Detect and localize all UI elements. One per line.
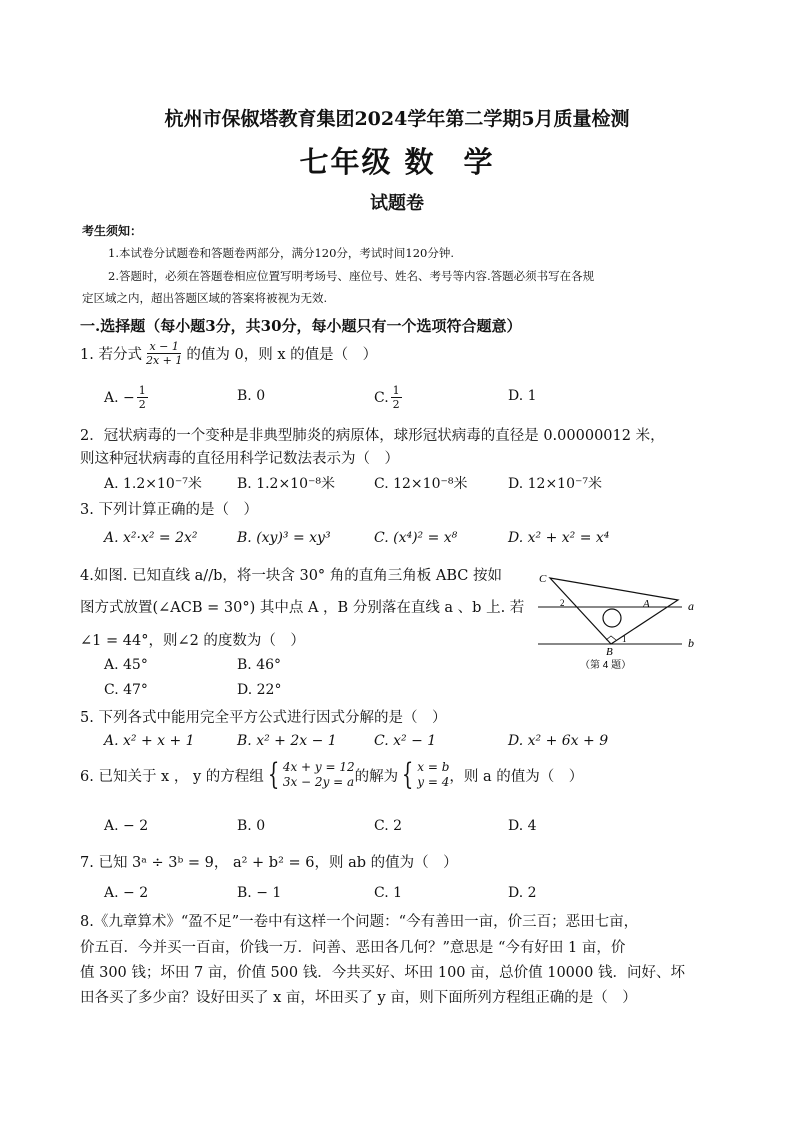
q3-line: 3. 下列计算正确的是（ ） bbox=[80, 502, 258, 518]
q3-option-d[interactable]: D. x² + x² = x⁴ bbox=[508, 530, 610, 546]
q6-option-d[interactable]: D. 4 bbox=[508, 818, 537, 834]
label-line-b: b bbox=[688, 636, 694, 650]
grade-subject-part2: 学 bbox=[463, 145, 495, 179]
q3-option-b[interactable]: B. (xy)³ = xy³ bbox=[237, 530, 331, 546]
q1-option-c-label: C. bbox=[374, 389, 389, 406]
q6-text-post: ，则 a 的值为（ ） bbox=[449, 768, 584, 785]
q1-option-c[interactable] bbox=[374, 384, 404, 411]
q4-option-d[interactable]: D. 22° bbox=[237, 682, 282, 698]
q6-eq-1: 4x + y = 12 bbox=[282, 760, 355, 774]
q1-option-c-frac bbox=[391, 384, 402, 411]
question-1 bbox=[80, 340, 377, 367]
notice-line-1: 1.本试卷分试题卷和答题卷两部分，满分120分，考试时间120分钟. bbox=[108, 246, 455, 260]
q2-option-d[interactable]: D. 12×10⁻⁷米 bbox=[508, 476, 602, 492]
q1-a-num: 1 bbox=[138, 384, 146, 397]
q3-option-a[interactable]: A. x²·x² = 2x² bbox=[104, 530, 198, 546]
q1-fraction bbox=[144, 340, 184, 367]
q8-line-2: 价五百．今并买一百亩，价钱一万．问善、恶田各几何？”意思是 “今有好田 1 亩，价 bbox=[80, 940, 626, 956]
triangle-abc bbox=[550, 578, 678, 644]
triangle-hole bbox=[603, 609, 621, 627]
q3-option-c[interactable]: C. (x⁴)² = x⁸ bbox=[374, 530, 458, 546]
q1-option-a-label: A. − bbox=[104, 389, 135, 406]
q7-option-c[interactable]: C. 1 bbox=[374, 885, 403, 901]
q4-line-3: ∠1 = 44°，则∠2 的度数为（ ） bbox=[80, 633, 305, 649]
notice-line-2: 2.答题时，必须在答题卷相应位置写明考场号、座位号、姓名、考号等内容.答题必须书写在各规 bbox=[108, 269, 595, 283]
q1-option-b[interactable]: B. 0 bbox=[237, 388, 266, 404]
q1-text-post: 的值为 0，则 x 的值是（ ） bbox=[186, 347, 378, 363]
q5-option-b[interactable]: B. x² + 2x − 1 bbox=[237, 733, 337, 749]
q8-line-3: 值 300 钱；坏田 7 亩，价值 500 钱．今共买好、坏田 100 亩，总价值 10000 钱．问好、坏 bbox=[80, 965, 685, 981]
label-b-point: B bbox=[606, 646, 613, 658]
q4-option-b[interactable]: B. 46° bbox=[237, 657, 282, 673]
q6-text-pre: 6. 已知关于 x ， y 的方程组 bbox=[80, 768, 264, 785]
q2-option-c[interactable]: C. 12×10⁻⁸米 bbox=[374, 476, 468, 492]
label-angle-1: 1 bbox=[622, 634, 627, 644]
q1-a-den: 2 bbox=[138, 398, 146, 411]
q1-c-den: 2 bbox=[392, 398, 400, 411]
label-angle-2: 2 bbox=[560, 598, 565, 608]
q1-text-pre: 1. 若分式 bbox=[80, 347, 142, 363]
left-brace-icon: { bbox=[401, 757, 414, 792]
q6-sol-2: y = 4 bbox=[417, 775, 450, 789]
label-a-point: A bbox=[643, 598, 650, 610]
q6-option-c[interactable]: C. 2 bbox=[374, 818, 403, 834]
label-line-a: a bbox=[688, 599, 694, 613]
grade-subject bbox=[0, 140, 794, 181]
q6-system-1 bbox=[264, 757, 355, 792]
q5-option-d[interactable]: D. x² + 6x + 9 bbox=[508, 733, 609, 749]
q8-line-1: 8.《九章算术》“盈不足”一卷中有这样一个问题：“今有善田一亩，价三百；恶田七亩， bbox=[80, 914, 639, 930]
left-brace-icon: { bbox=[267, 757, 280, 792]
q1-c-num: 1 bbox=[392, 384, 400, 397]
question-6 bbox=[80, 757, 584, 792]
q7-option-a[interactable]: A. − 2 bbox=[104, 885, 149, 901]
q4-option-c[interactable]: C. 47° bbox=[104, 682, 148, 698]
q2-line-2: 则这种冠状病毒的直径用科学记数法表示为（ ） bbox=[80, 451, 399, 467]
q2-option-a[interactable]: A. 1.2×10⁻⁷米 bbox=[104, 476, 202, 492]
q6-option-b[interactable]: B. 0 bbox=[237, 818, 266, 834]
q4-option-a[interactable]: A. 45° bbox=[104, 657, 148, 673]
q6-text-mid: 的解为 bbox=[354, 768, 399, 785]
section-heading: 一.选择题（每小题3分，共30分，每小题只有一个选项符合题意） bbox=[80, 317, 522, 335]
notice-line-3: 定区域之内，超出答题区域的答案将被视为无效. bbox=[82, 291, 328, 305]
q6-eq-2: 3x − 2y = a bbox=[282, 775, 355, 789]
q1-frac-den: 2x + 1 bbox=[145, 354, 183, 367]
figure-caption: （第 4 题） bbox=[580, 660, 632, 671]
q2-option-b[interactable]: B. 1.2×10⁻⁸米 bbox=[237, 476, 335, 492]
q5-option-a[interactable]: A. x² + x + 1 bbox=[104, 733, 195, 749]
q6-system-2 bbox=[398, 757, 450, 792]
q7-option-b[interactable]: B. − 1 bbox=[237, 885, 282, 901]
grade-subject-part1: 七年级 数 bbox=[299, 145, 436, 179]
q1-frac-num: x − 1 bbox=[149, 340, 179, 353]
exam-title: 杭州市保俶塔教育集团2024学年第二学期5月质量检测 bbox=[164, 108, 630, 130]
q7-line: 7. 已知 3ᵃ ÷ 3ᵇ = 9， a² + b² = 6，则 ab 的值为（ ） bbox=[80, 855, 458, 871]
q8-line-4: 田各买了多少亩？设好田买了 x 亩，坏田买了 y 亩，则下面所列方程组正确的是（ ） bbox=[80, 990, 637, 1006]
paper-label: 试题卷 bbox=[370, 193, 424, 214]
q6-option-a[interactable]: A. − 2 bbox=[104, 818, 149, 834]
q1-option-a-frac bbox=[137, 384, 148, 411]
notice-heading: 考生须知： bbox=[82, 224, 143, 238]
q5-option-c[interactable]: C. x² − 1 bbox=[374, 733, 437, 749]
q1-option-a[interactable] bbox=[104, 384, 150, 411]
q4-line-2: 图方式放置(∠ACB = 30°) 其中点 A ，B 分别落在直线 a 、b 上. 若 bbox=[80, 600, 525, 616]
q7-option-d[interactable]: D. 2 bbox=[508, 885, 537, 901]
q4-figure bbox=[536, 568, 696, 676]
q1-option-d[interactable]: D. 1 bbox=[508, 388, 537, 404]
q2-line-1: 2．冠状病毒的一个变种是非典型肺炎的病原体，球形冠状病毒的直径是 0.00000012 米， bbox=[80, 428, 665, 444]
label-c: C bbox=[539, 573, 547, 585]
q5-line: 5. 下列各式中能用完全平方公式进行因式分解的是（ ） bbox=[80, 710, 447, 726]
q4-line-1: 4.如图. 已知直线 a//b，将一块含 30° 角的直角三角板 ABC 按如 bbox=[80, 568, 502, 584]
q6-sol-1: x = b bbox=[417, 760, 450, 774]
